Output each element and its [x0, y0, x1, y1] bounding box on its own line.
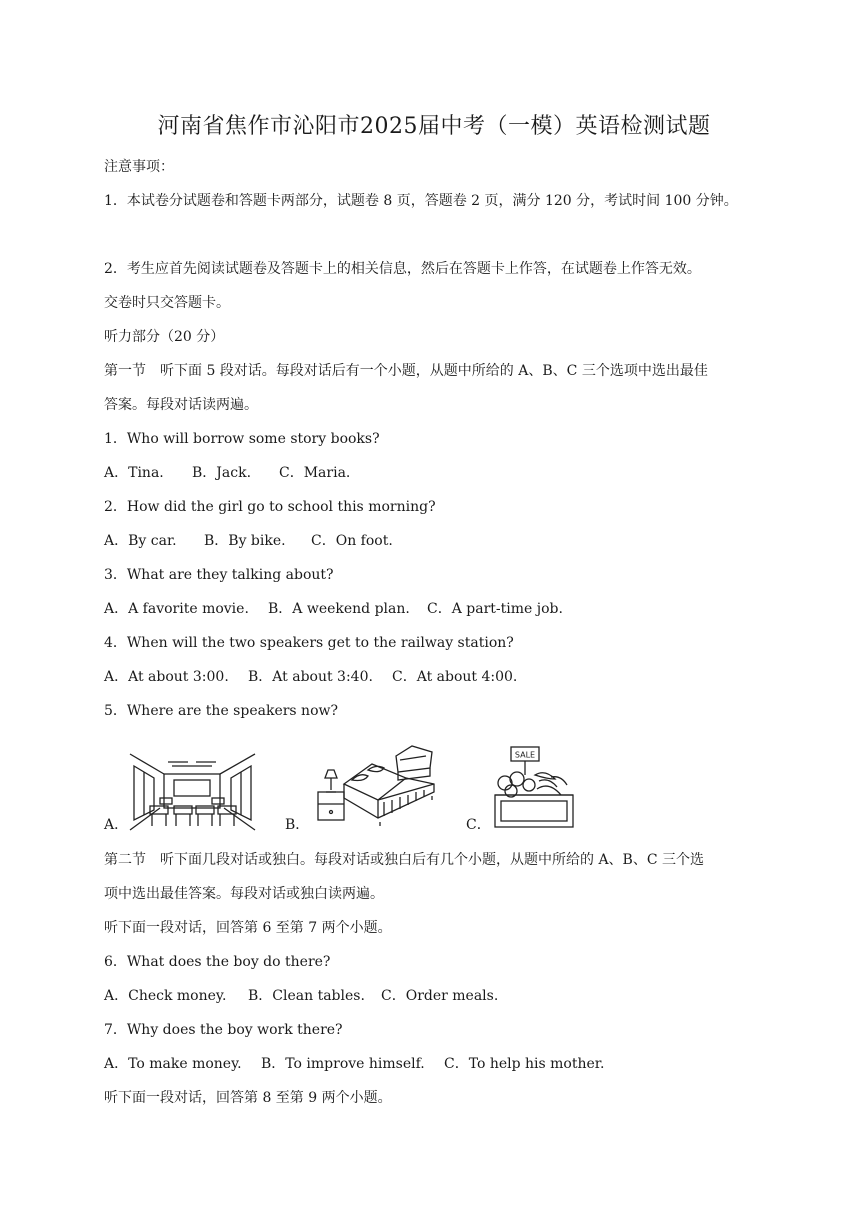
question-3-options	[104, 599, 563, 619]
option-c: C．Order meals.	[381, 988, 499, 1004]
question-7: 7．Why does the boy work there?	[104, 1022, 343, 1038]
option-a: A．To make money.	[104, 1056, 242, 1072]
option-a: A．By car.	[104, 533, 177, 549]
option-b: B．A weekend plan.	[268, 601, 410, 617]
question-7-options	[104, 1054, 604, 1074]
notice-item-2-continued: 交卷时只交答题卡。	[104, 295, 230, 311]
notice-item-2: 2．考生应首先阅读试题卷及答题卡上的相关信息，然后在答题卡上作答，在试题卷上作答无效。	[104, 261, 701, 277]
option-a: A．Check money.	[104, 988, 227, 1004]
section2-instructions-line2: 项中选出最佳答案。每段对话或独白读两遍。	[104, 886, 384, 902]
option-b: B．By bike.	[204, 533, 286, 549]
option-c: C．At about 4:00.	[392, 669, 518, 685]
section2-instructions-line1: 第二节 听下面几段对话或独白。每段对话或独白后有几个小题，从题中所给的 A、B、C 三个选	[104, 852, 705, 868]
option-c: C．To help his mother.	[444, 1056, 605, 1072]
intro-questions-8-9: 听下面一段对话，回答第 8 至第 9 两个小题。	[104, 1090, 392, 1106]
option-c: C．On foot.	[311, 533, 393, 549]
section1-instructions-line1: 第一节 听下面 5 段对话。每段对话后有一个小题，从题中所给的 A、B、C 三个选项中选出最佳	[104, 363, 708, 379]
bedroom-icon	[314, 740, 438, 828]
picture-a-label: A．	[104, 817, 129, 833]
option-c: C．A part-time job.	[427, 601, 563, 617]
option-a: A．A favorite movie.	[104, 601, 249, 617]
question-5: 5．Where are the speakers now?	[104, 703, 338, 719]
option-a: A．At about 3:00.	[104, 669, 229, 685]
question-6-options	[104, 986, 498, 1006]
sale-sign-text: SALE	[514, 750, 536, 760]
notice-heading: 注意事项：	[104, 159, 174, 175]
option-b: B．At about 3:40.	[248, 669, 373, 685]
question-4: 4．When will the two speakers get to the railway station?	[104, 635, 514, 651]
question-1-options	[104, 463, 350, 483]
listening-heading: 听力部分（20 分）	[104, 329, 225, 345]
question-2: 2．How did the girl go to school this morning?	[104, 499, 436, 515]
option-b: B．Jack.	[192, 465, 252, 481]
option-a: A．Tina.	[104, 465, 164, 481]
option-c: C．Maria.	[279, 465, 351, 481]
question-4-options	[104, 667, 517, 687]
page-title: 河南省焦作市沁阳市2025届中考（一模）英语检测试题	[157, 114, 711, 139]
question-1: 1．Who will borrow some story books?	[104, 431, 380, 447]
classroom-icon	[130, 752, 255, 830]
picture-b-label: B．	[285, 817, 310, 833]
question-3: 3．What are they talking about?	[104, 567, 334, 583]
section1-instructions-line2: 答案。每段对话读两遍。	[104, 397, 258, 413]
option-b: B．Clean tables.	[248, 988, 365, 1004]
notice-item-1: 1．本试卷分试题卷和答题卡两部分，试题卷 8 页，答题卷 2 页，满分 120 分，考试时间 100 分钟。	[104, 193, 738, 209]
option-b: B．To improve himself.	[261, 1056, 425, 1072]
question-2-options	[104, 531, 393, 551]
intro-questions-6-7: 听下面一段对话，回答第 6 至第 7 两个小题。	[104, 920, 392, 936]
fruit-stand-icon	[493, 745, 575, 829]
question-6: 6．What does the boy do there?	[104, 954, 331, 970]
picture-c-label: C．	[466, 817, 491, 833]
